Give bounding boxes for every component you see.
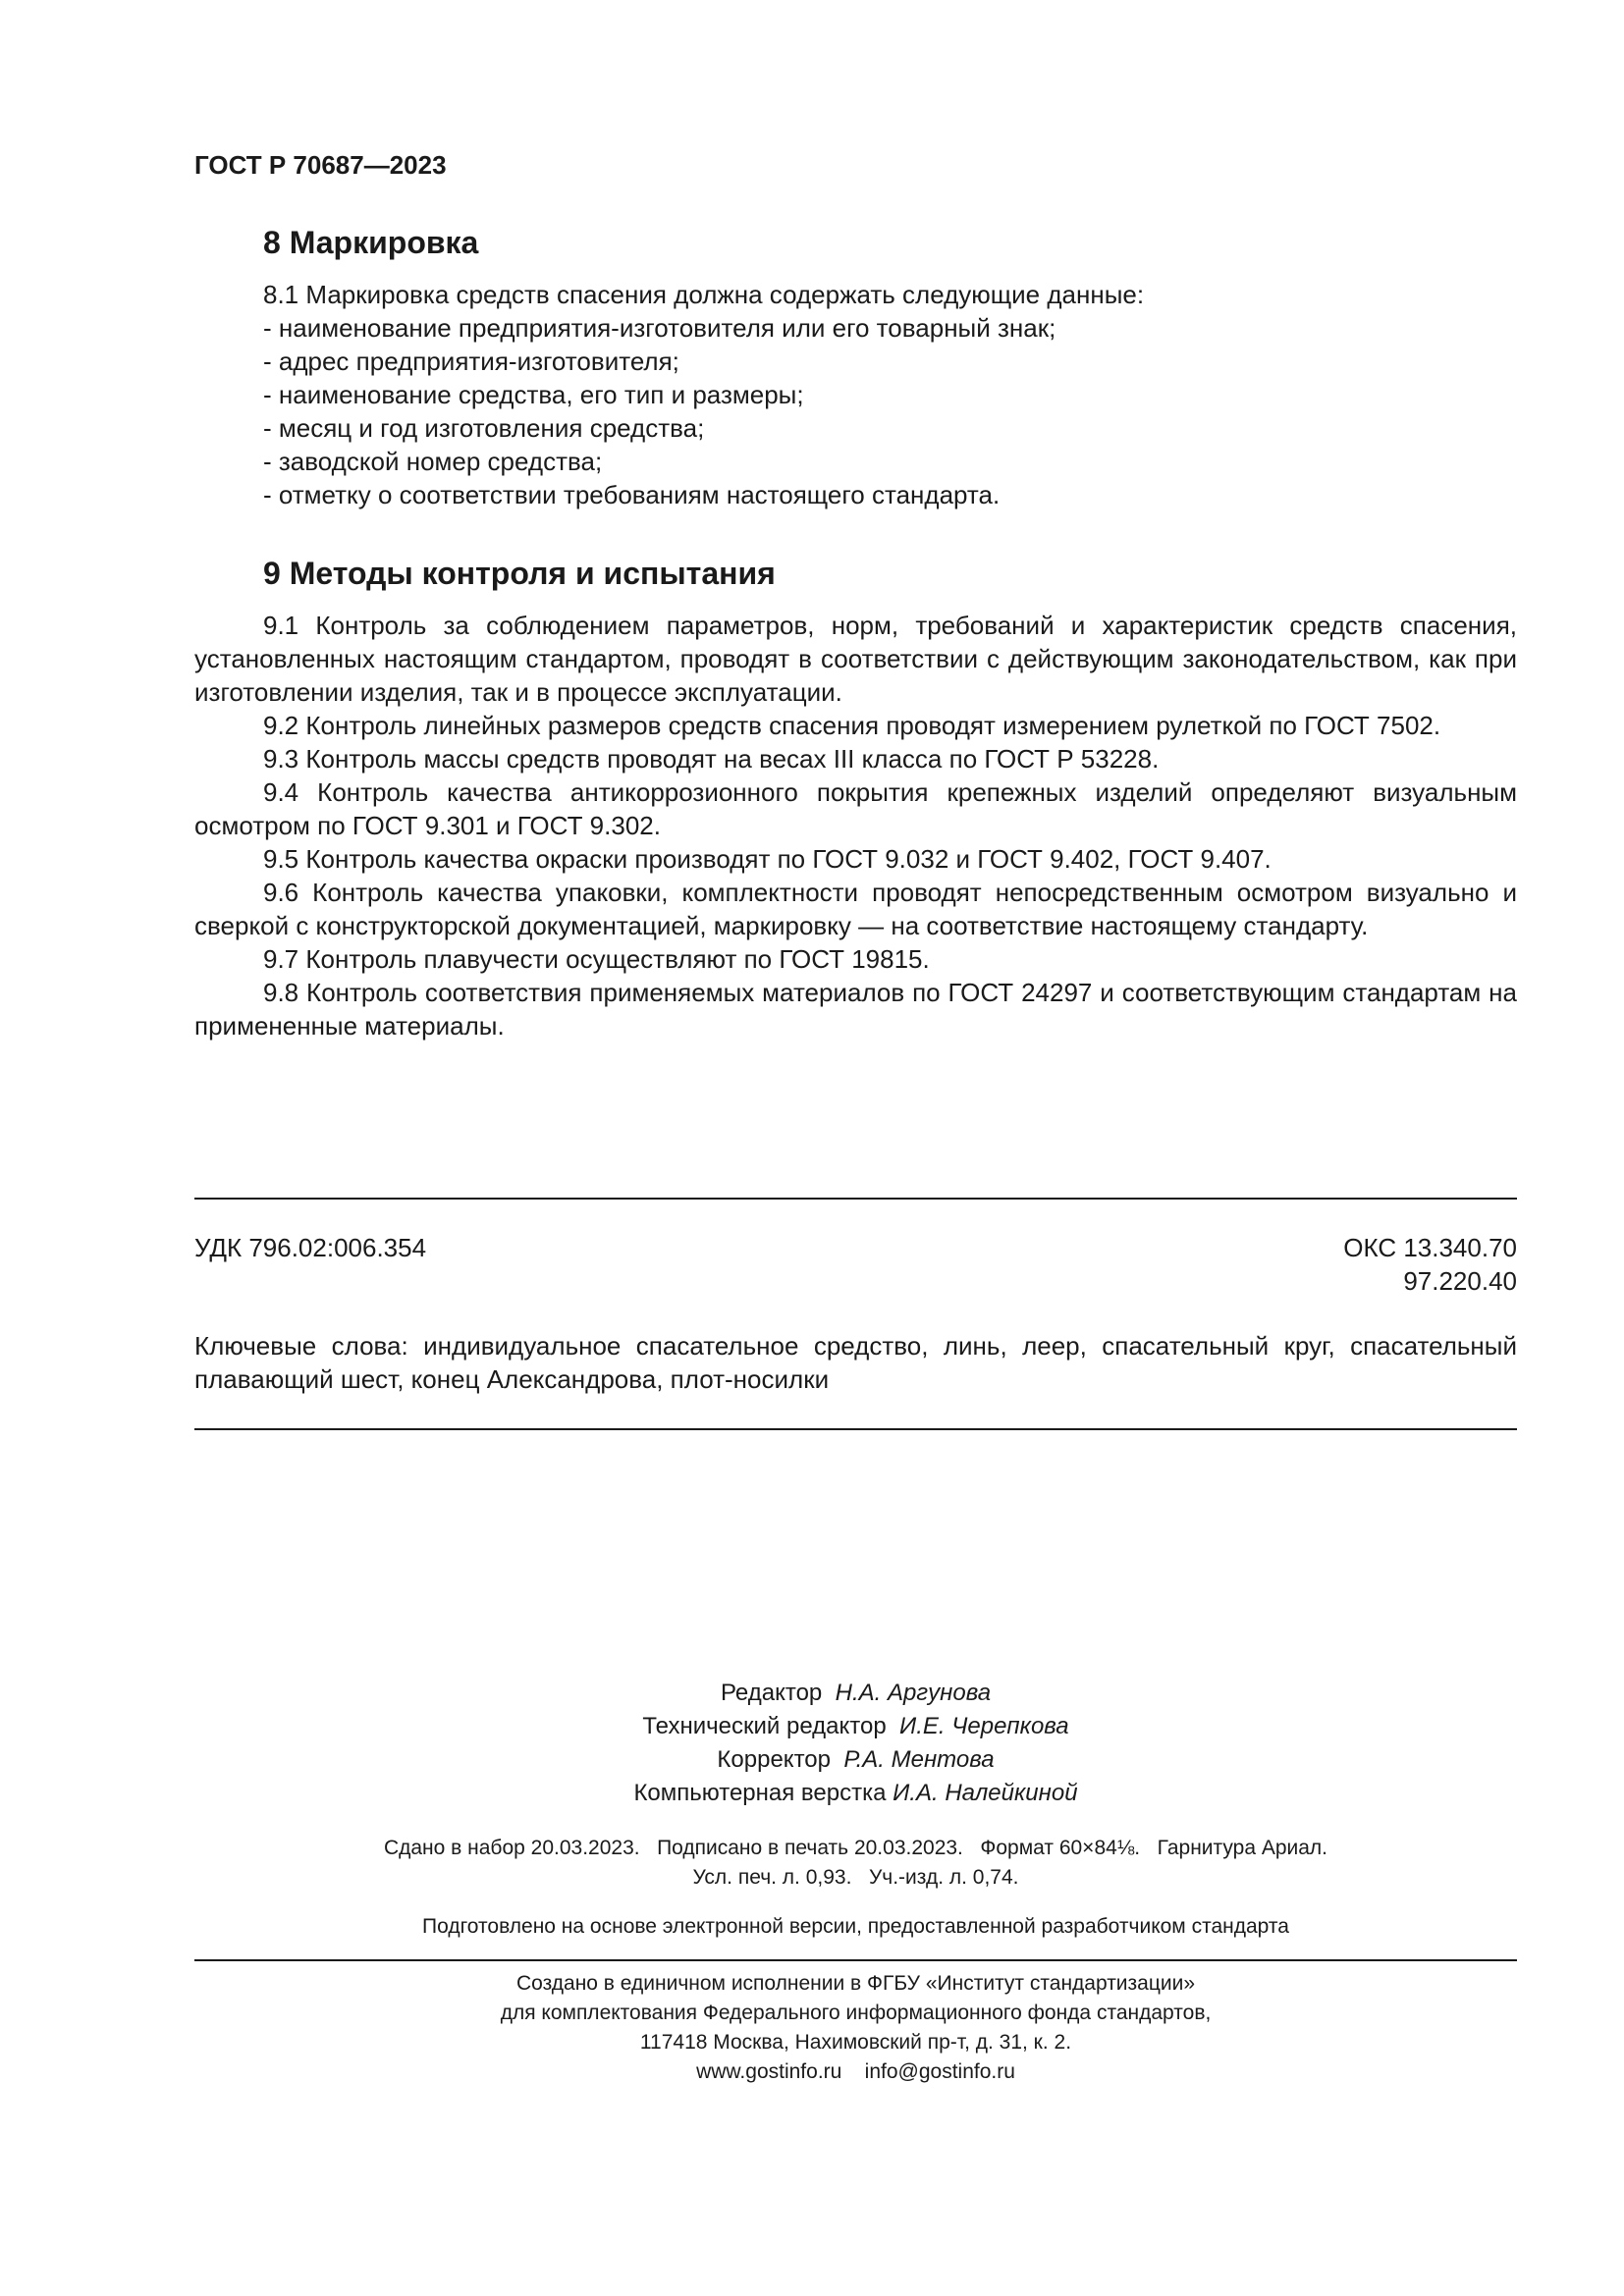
- footer-line: Создано в единичном исполнении в ФГБУ «Институт стандартизации»: [515, 1972, 1196, 1995]
- credit-line: [194, 1743, 1517, 1777]
- credit-role: Компьютерная верстка: [633, 1780, 887, 1806]
- paragraph: 9.2 Контроль линейных размеров средств спасения проводят измерением рулеткой по ГОСТ 7502.: [263, 711, 1441, 740]
- section-title: 8 Маркировка: [263, 225, 479, 260]
- footer-line: для комплектования Федерального информационного фонда стандартов,: [500, 2002, 1212, 2024]
- imprint-line: Сдано в набор 20.03.2023. Подписано в печать 20.03.2023. Формат 60×84⅛. Гарнитура Ариал.: [383, 1837, 1328, 1859]
- keywords: Ключевые слова: индивидуальное спасательное средство, линь, леер, спасательный круг, спасательный плавающий шест, конец Александрова, плот-носилки: [194, 1331, 1517, 1394]
- section-title: 9 Методы контроля и испытания: [263, 556, 776, 591]
- oks-codes: [1343, 1231, 1517, 1298]
- paragraph: 9.6 Контроль качества упаковки, комплектности проводят непосредственным осмотром визуально и сверкой с конструкторской документацией, маркировку — на соответствие настоящему стандарту.: [194, 878, 1517, 940]
- imprint-block: [194, 1834, 1517, 1893]
- publisher-footer: [194, 1969, 1517, 2087]
- list-item: - наименование предприятия-изготовителя или его товарный знак;: [263, 313, 1056, 343]
- list-item: - заводской номер средства;: [263, 447, 603, 476]
- oks-line: 97.220.40: [1403, 1266, 1517, 1296]
- udk-code: УДК 796.02:006.354: [194, 1233, 427, 1262]
- paragraph: 9.4 Контроль качества антикоррозионного покрытия крепежных изделий определяют визуальным осмотром по ГОСТ 9.301 и ГОСТ 9.302.: [194, 777, 1517, 840]
- list-item: - адрес предприятия-изготовителя;: [263, 347, 679, 376]
- paragraph: 9.5 Контроль качества окраски производят по ГОСТ 9.032 и ГОСТ 9.402, ГОСТ 9.407.: [263, 844, 1272, 874]
- oks-line: ОКС 13.340.70: [1343, 1233, 1517, 1262]
- credit-line: [194, 1677, 1517, 1710]
- divider: [194, 1428, 1517, 1430]
- section-control-methods: [194, 552, 1517, 1042]
- paragraph: 9.8 Контроль соответствия применяемых материалов по ГОСТ 24297 и соответствующим стандартам на примененные материалы.: [194, 978, 1517, 1041]
- list-item: - наименование средства, его тип и размеры;: [263, 380, 804, 409]
- section-lead: 8.1 Маркировка средств спасения должна содержать следующие данные:: [263, 280, 1145, 309]
- footer-line: www.gostinfo.ru info@gostinfo.ru: [696, 2060, 1015, 2083]
- marking-list: [194, 311, 1517, 511]
- credit-role: Технический редактор: [642, 1713, 887, 1739]
- paragraph: 9.3 Контроль массы средств проводят на весах III класса по ГОСТ Р 53228.: [263, 744, 1160, 774]
- imprint-line: Усл. печ. л. 0,93. Уч.-изд. л. 0,74.: [692, 1866, 1019, 1889]
- prepared-note: Подготовлено на основе электронной версии, предоставленной разработчиком стандарта: [422, 1915, 1289, 1938]
- paragraph: 9.7 Контроль плавучести осуществляют по ГОСТ 19815.: [263, 944, 930, 974]
- credits-block: [194, 1677, 1517, 1810]
- credit-role: Корректор: [717, 1746, 831, 1773]
- credit-name: И.А. Налейкиной: [893, 1780, 1078, 1806]
- list-item: - отметку о соответствии требованиям настоящего стандарта.: [263, 480, 1001, 509]
- list-item: - месяц и год изготовления средства;: [263, 413, 705, 443]
- divider: [194, 1198, 1517, 1200]
- credit-name: И.Е. Черепкова: [899, 1713, 1069, 1739]
- credit-line: [194, 1710, 1517, 1743]
- footer-line: 117418 Москва, Нахимовский пр-т, д. 31, к. 2.: [639, 2031, 1072, 2054]
- paragraph: 9.1 Контроль за соблюдением параметров, норм, требований и характеристик средств спасения, установленных настоящим стандартом, проводят в соответствии с действующим законодательством, как при изготовлении изделия, так и в процессе эксплуатации.: [194, 611, 1517, 707]
- credit-name: Р.А. Ментова: [843, 1746, 995, 1773]
- credit-role: Редактор: [720, 1680, 823, 1706]
- divider: [194, 1959, 1517, 1961]
- credit-line: [194, 1777, 1517, 1810]
- section-marking: [194, 221, 1517, 511]
- document-id: ГОСТ Р 70687—2023: [194, 150, 447, 180]
- credit-name: Н.А. Аргунова: [835, 1680, 992, 1706]
